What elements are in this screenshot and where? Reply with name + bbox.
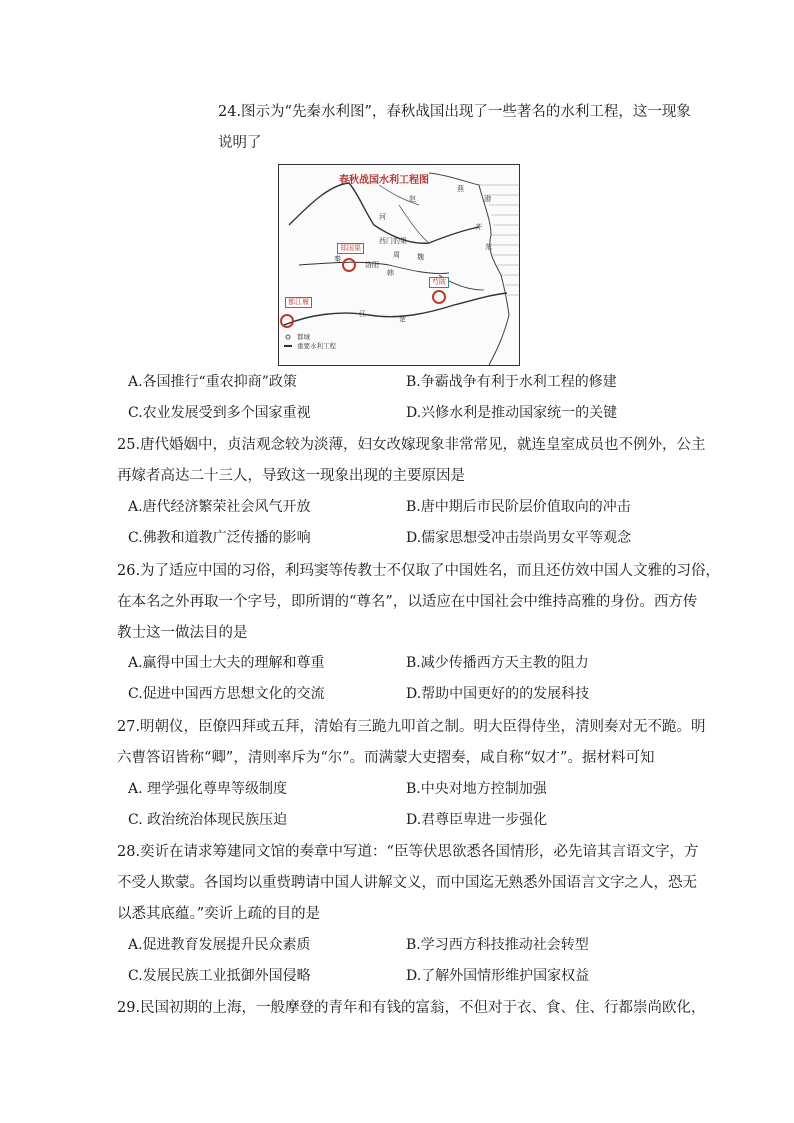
label-jiang: 江 bbox=[359, 310, 366, 318]
q28-option-d[interactable]: D.了解外国情形维护国家权益 bbox=[406, 968, 590, 984]
q26-option-d[interactable]: D.帮助中国更好的的发展科技 bbox=[406, 686, 590, 702]
q26-option-a[interactable]: A.赢得中国士大夫的理解和尊重 bbox=[128, 655, 325, 671]
q28-line-2: 不受人欺蒙。各国均以重赀聘请中国人讲解文义，而中国迄无熟悉外国语言文字之人，恐无 bbox=[117, 875, 697, 891]
label-qi: 齐 bbox=[475, 223, 482, 231]
label-chu: 楚 bbox=[399, 315, 406, 323]
q26-option-c[interactable]: C.促进中国西方思想文化的交流 bbox=[128, 686, 325, 702]
project-dujiangyan: 都江堰 bbox=[285, 297, 312, 308]
q24-option-a[interactable]: A.各国推行“重农抑商”政策 bbox=[128, 374, 297, 390]
q24-option-b[interactable]: B.争霸战争有利于水利工程的修建 bbox=[406, 374, 617, 390]
label-han: 韩 bbox=[387, 269, 394, 277]
q26-line-1: 26.为了适应中国的习俗，利玛窦等传教士不仅取了中国姓名，而且还仿效中国人文雅的习俗， bbox=[117, 563, 721, 579]
project-quebei: 芍陂 bbox=[429, 277, 449, 288]
label-ximenbao-canal: 西门豹渠 bbox=[379, 237, 407, 245]
q27-option-c[interactable]: C. 政治统治体现民族压迫 bbox=[128, 812, 288, 828]
label-zhao: 赵 bbox=[409, 195, 416, 203]
q27-option-b[interactable]: B.中央对地方控制加强 bbox=[406, 781, 547, 797]
q25-option-d[interactable]: D.儒家思想受冲击崇尚男女平等观念 bbox=[406, 530, 632, 546]
q25-line-2: 再嫁者高达二十三人，导致这一现象出现的主要原因是 bbox=[117, 468, 465, 484]
label-dong: 东 bbox=[485, 243, 492, 251]
q25-line-1: 25.唐代婚姻中，贞洁观念较为淡薄，妇女改嫁现象非常常见，就连皇室成员也不例外，公主 bbox=[117, 437, 706, 453]
q26-option-b[interactable]: B.减少传播西方天主教的阻力 bbox=[406, 655, 589, 671]
q24-line-1: 24.图示为“先秦水利图”，春秋战国出现了一些著名的水利工程，这一现象 bbox=[218, 104, 691, 120]
warring-states-water-map bbox=[278, 164, 520, 366]
q28-line-1: 28.奕䜣在请求筹建同文馆的奏章中写道：“臣等伏思欲悉各国情形，必先谙其言语文字，方 bbox=[117, 844, 699, 860]
q28-option-b[interactable]: B.学习西方科技推动社会转型 bbox=[406, 937, 589, 953]
label-wei: 魏 bbox=[417, 253, 424, 261]
q29-line-1: 29.民国初期的上海，一般摩登的青年和有钱的富翁，不但对于衣、食、住、行都崇尚欧化， bbox=[117, 1000, 706, 1016]
label-he: 河 bbox=[379, 213, 386, 221]
label-zhou: 周 bbox=[393, 251, 400, 259]
q26-line-3: 教士这一做法目的是 bbox=[117, 625, 248, 641]
legend-water-project: 重要水利工程 bbox=[297, 342, 336, 350]
q25-option-a[interactable]: A.唐代经济繁荣社会风气开放 bbox=[128, 499, 311, 515]
label-yan: 燕 bbox=[457, 185, 464, 193]
label-bo: 渤 bbox=[484, 195, 491, 203]
q25-option-c[interactable]: C.佛教和道教广泛传播的影响 bbox=[128, 530, 311, 546]
q27-line-2: 六曹答诏皆称“卿”，清则率斥为“尔”。而满蒙大吏摺奏，咸自称“奴才”。据材料可知 bbox=[117, 750, 655, 766]
map-title: 春秋战国水利工程图 bbox=[339, 175, 429, 186]
q27-option-a[interactable]: A. 理学强化尊卑等级制度 bbox=[128, 781, 288, 797]
q24-line-2: 说明了 bbox=[218, 135, 262, 151]
q25-option-b[interactable]: B.唐中期后市民阶层价值取向的冲击 bbox=[406, 499, 631, 515]
q28-option-a[interactable]: A.促进教育发展提升民众素质 bbox=[128, 937, 311, 953]
q28-option-c[interactable]: C.发展民族工业抵御外国侵略 bbox=[128, 968, 311, 984]
q27-line-1: 27.明朝仪，臣僚四拜或五拜，清始有三跪九叩首之制。明大臣得侍坐，清则奏对无不跪。明 bbox=[117, 719, 706, 735]
q24-option-c[interactable]: C.农业发展受到多个国家重视 bbox=[128, 405, 311, 421]
label-qin: 秦 bbox=[334, 255, 341, 263]
q26-line-2: 在本名之外再取一个字号，即所谓的“尊名”，以适应在中国社会中维持高雅的身份。西方传 bbox=[117, 594, 698, 610]
legend-capital: 都城 bbox=[297, 333, 310, 341]
label-luoyang: 洛阳 bbox=[365, 261, 379, 269]
project-zhengguo-canal: 郑国渠 bbox=[337, 243, 364, 254]
q27-option-d[interactable]: D.君尊臣卑进一步强化 bbox=[406, 812, 548, 828]
q28-line-3: 以悉其底蕴。”奕䜣上疏的目的是 bbox=[117, 906, 321, 922]
map-legend bbox=[285, 333, 336, 351]
q24-option-d[interactable]: D.兴修水利是推动国家统一的关键 bbox=[406, 405, 618, 421]
